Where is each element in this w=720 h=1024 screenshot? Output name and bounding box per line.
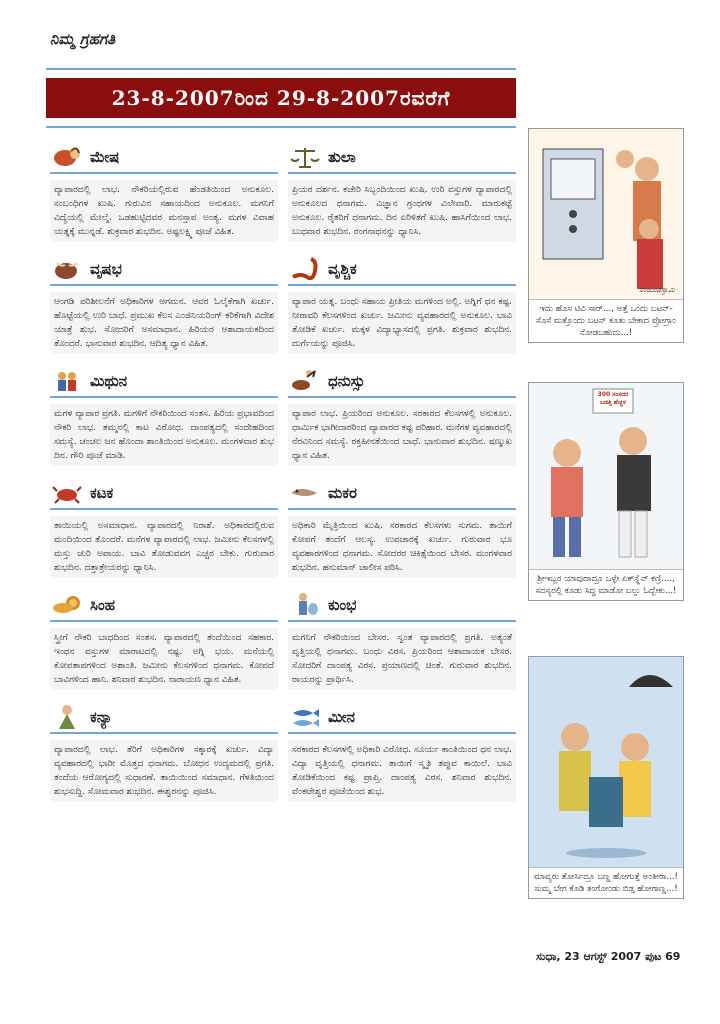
- sign-card: [288, 590, 516, 690]
- water-pot-icon: [288, 592, 322, 618]
- sign-text: ಮಗಳ ವ್ಯಾಪಾರ ಪ್ರಗತಿ. ಮಗಳಿಗೆ ನೌಕರಿಯಿಂದ ಸಂತಸ. ಹಿರಿಯ ಪ್ರಭಾವದಿಂದ ನೌಕರಿ ಲಾಭ. ತಮ್ಮನಲ್ಲಿ ಕಾಟ ವಿರೋಧ. ದಾಂಪತ್ಯದಲ್ಲಿ ಸಂದೇಹದಿಂದ ಸಮಸ್ಯೆ. ಚಂಚಲ ಜನ ಹೊಂದಾ ಶಾಂತಿಯಿಂದ ಅನುಕೂಲ. ಮಂಗಳವಾರ ಶುಭ ದಿನ. ಗೌರಿ ಪೂಜೆ ಮಾಡಿ.: [50, 404, 278, 466]
- sign-name: ಸಿಂಹ: [90, 596, 116, 614]
- date-banner: 23-8-2007ರಿಂದ 29-8-2007ರವರೆಗೆ: [46, 78, 516, 118]
- ram-icon: [50, 144, 84, 170]
- sign-text: ಸರಕಾರದ ಕೆಲಸಗಳಲ್ಲಿ ಅಧಿಕಾರಿ ವಿರೋಧ. ಸೂರ್ಯ ಕಾಂತಿಯಿಂದ ಧನ ಲಾಭ. ವಿದ್ಯಾ ವೃತ್ತಿಯಲ್ಲಿ ಧನಾಗಮ. ತಾಯಿಗೆ ಸ್ಮೃತಿ ತಪ್ಪುವ ಕಾಯಿಲೆ. ಬಾವಿ ತೋಡಿಕೆಯಿಂದ ಕಷ್ಟ ಪ್ರಾಪ್ತಿ. ದಾಂಪತ್ಯ ವಿರಸ. ಶನಿವಾರ ಶುಭದಿನ. ವೆಂಕಟೇಶ್ವರ ಪೂಜೆಯಿಂದ ಶುಭ.: [288, 740, 516, 802]
- maiden-icon: [50, 704, 84, 730]
- bull-icon: [50, 256, 84, 282]
- sign-name: ಕನ್ಯಾ: [90, 708, 113, 726]
- sign-name: ಮೇಷ: [90, 148, 120, 166]
- sign-name: ಕಟಕ: [90, 484, 114, 502]
- cartoon-caption: ಇದು ಹೊಸ ಟಿವಿ ಸಾರ್..., ಅತ್ತೆ ಒಂದು ಬಟನ್- ಸೊಸೆ ಮತ್ತೊಂದು ಬಟನ್ ಕೂತು ಬೇಕಾದ ಪ್ರೋಗ್ರಾಂ ನೋಡಬಹುದು...!: [529, 299, 683, 342]
- sign-card: [50, 590, 278, 690]
- sign-name: ವೃಷಭ: [90, 260, 122, 278]
- crocodile-icon: [288, 480, 322, 506]
- sign-name: ಮಕರ: [328, 484, 357, 502]
- sign-card: [50, 142, 278, 242]
- sign-card: [288, 366, 516, 466]
- sign-card: [50, 702, 278, 802]
- sign-text: ವ್ಯಾಪಾರ ಯತ್ನ. ಬಂಧು ಸಹಾಯ ಪ್ರೀತಿಯ ಮಗಳಿಂದ ಅಲ್ಲಿ. ಅಗ್ನಿಗೆ ಧನ ಕಷ್ಟ. ನೀರಾವರಿ ಕೆಲಸಗಳಿಂದ ಖರ್ಚು. ಜಮೀನು ವ್ಯವಹಾರದಲ್ಲಿ ಅನುಕೂಲ. ಬಾವಿ ತೋಡಿಕೆ ಖರ್ಚು. ಮಕ್ಕಳ ವಿದ್ಯಾಭ್ಯಾಸದಲ್ಲಿ ಪ್ರಗತಿ. ಶುಕ್ರವಾರ ಶುಭದಿನ. ದುರ್ಗೆಯನ್ನು ಪೂಜಿಸಿ.: [288, 292, 516, 354]
- cartoon-panel: [528, 656, 684, 899]
- sign-text: ತಾಯಿಯಲ್ಲಿ ಅಸಮಾಧಾನ. ವ್ಯಾಪಾರದಲ್ಲಿ ನಿರಾಶೆ. ಅಧಿಕಾರದಲ್ಲಿರುವ ಮಂದಿಯಿಂದ ತೊಂದರೆ. ಮನೆಗಳ ವ್ಯಾಪಾರದಲ್ಲಿ ಲಾಭ. ಜಮೀನು ಕೆಲಸಗಳಲ್ಲಿ ಮಸ್ತು ಚುರಿ ಅಪಾಯ. ಬಾವಿ ತೋಡುವವಗ ಎಚ್ಚರ ಬೇಕು. ಗುರುವಾರ ಶುಭದಿನ. ದತ್ತಾತ್ರೇಯರನ್ನು ಧ್ಯಾನಿಸಿ.: [50, 516, 278, 578]
- sign-card: [288, 142, 516, 242]
- umbrella-cartoon-illustration: [529, 657, 683, 867]
- cartoon-caption: ಶ್ರೀಇಬ್ಬರ ಯಾವುದಾದ್ರೂ ಒಳ್ಳೇ ಏಕ್‌ಸ್ಪ್ಲೆನ್ ಕಣ್ರಿ...., ಸದಸ್ಯರಲ್ಲಿ ಕೂಡು ಸಿದ್ಧ ಮಾಡೋ ಬಲ್ಲು ಓದ್ಬೇಕು...!: [529, 569, 683, 600]
- sign-text: ಆಂಗಡಿ ಪರಿಶೀಲನೆಗೆ ಅಧಿಕಾರಿಗಳ ಆಗಮನ. ಆವರ ಓಲೈಕೆಗಾಗಿ ಖರ್ಚು. ಹೊಟ್ಟೆಯಲ್ಲಿ ಉರಿ ಬಾಧೆ. ಪ್ರಮುಖ ಕೆಲಸ ಎಂಜಿನಿಯರಿಂಗ್ ಕರಿಕೆಗಾಗಿ ವಿದೇಶ ಯಾತ್ರೆ ಶುಭ. ಸೋದರಿಗೆ ಅಸಮಾಧಾನ. ಹಿರಿಯರ ಆಶಾದಾಯಕದಿಂದ ತೊಂದರೆ. ಭಾನುವಾರ ಶುಭದಿನ. ಆದಿತ್ಯ ಧ್ಯಾನ ವಿಹಿತ.: [50, 292, 278, 354]
- scales-icon: [288, 144, 322, 170]
- page-footer: ಸುಧಾ, 23 ಆಗಸ್ಟ್ 2007 ಪುಟ 69: [536, 950, 681, 963]
- scorpion-icon: [288, 256, 322, 282]
- left-column: [50, 142, 278, 814]
- sign-card: [288, 254, 516, 354]
- cartoon-caption: ಮಾವ್ಯರು ತೋರ್ಸಿದ್ರೂ ಬಣ್ಣ ಹೋಗುತ್ತೆ ಅಂತೀರಾ...! ಸುಮ್ಮ ಬೇಗ ಕೊಡಿ ತಂಗೋಂಡು ಬಿಡ್ತ ಹೋಗಾಣ್ಣ...!: [529, 867, 683, 898]
- sign-text: ಮಗನಿಗೆ ನೌಕರಿಯಿಂದ ಬೇಸರ. ಸ್ವಂತ ವ್ಯಾಪಾರದಲ್ಲಿ ಪ್ರಗತಿ. ಅತ್ಯಂತೆ ವೃತ್ತಿಯಲ್ಲಿ ಧನಾಗಮ. ಬಂಧು ವಿರಸ. ಪ್ರಿಯರಿಂದ ಆಶಾದಾಯಕ ಬೇಸರ. ಸೋದರಿಗೆ ದಾಂಪತ್ಯ ವಿರಸ. ಪ್ರಯಾಣದಲ್ಲಿ ಚಿಂತೆ. ಗುರುವಾರ ಶುಭದಿನ. ರಾಯರನ್ನು ಪ್ರಾರ್ಥಿಸಿ.: [288, 628, 516, 690]
- cartoon-drawing: [529, 383, 683, 569]
- cartoon-drawing: [529, 657, 683, 867]
- lion-icon: [50, 592, 84, 618]
- sign-name: ತುಲಾ: [328, 148, 356, 166]
- sign-card: [288, 478, 516, 578]
- sign-text: ವ್ಯಾಪಾರ ಲಾಭ. ಪ್ರಿಯರಿಂದ ಅನುಕೂಲ. ಸರಕಾರದ ಕೆಲಸಗಳಲ್ಲಿ ಅನುಕೂಲ. ಧಾರ್ಮಿಕ ಭಾಗೀದಾರರಿಂದ ವ್ಯಾಪಾರದ ಕಷ್ಟ ಪರಿಹಾರ. ಮನೆಗಳ ವ್ಯವಹಾರದಲ್ಲಿ ನೆರವಿನಿಂದ ಸಮಸ್ಯೆ. ರಕ್ತಹೀನತೆಯಿಂದ ಬಾಧೆ. ಭಾನುವಾರ ಶುಭದಿನ. ಷಣ್ಮುಖ ಧ್ಯಾನ ವಿಹಿತ.: [288, 404, 516, 466]
- sign-text: ಪ್ರಿಯರ ದರ್ಶನ. ಕಚೇರಿ ಸಿಬ್ಬಂದಿಯಿಂದ ಖುಷಿ. ಉರಿ ವಸ್ತುಗಳ ವ್ಯಾಪಾರದಲ್ಲಿ ಅನುಕೂಲದ ಧನಾಗಮ. ವಿಜ್ಞಾನ ಗ್ರಂಥಗಳ ವಿಲೇವಾರಿ. ಮಾರುಕಟ್ಟೆ ಅನುಕೂಲ. ರೈತರಿಗೆ ಧನಾಗಮ. ದಿನ ಏರಿಳಿತಗೆ ಖುಷಿ. ಹಾಸಿಗೆಯಿಂದ ಲಾಭ. ಬುಧವಾರ ಶುಭದಿನ. ರಂಗನಾಥನನ್ನು ಧ್ಯಾನಿಸಿ.: [288, 180, 516, 242]
- sign-name: ಧನುಸ್ಸು: [328, 372, 365, 390]
- crab-icon: [50, 480, 84, 506]
- sign-text: ಸ್ತ್ರೀಗೆ ನೌಕರಿ ಬಾಧದಿಂದ ಸಂತಸ. ವ್ಯಾಪಾರದಲ್ಲಿ ತಂದೆಯಿಂದ ಸಹಕಾರ. ಇಂಧನ ವಸ್ತುಗಳ ಮಾರಾಟದಲ್ಲಿ ನಷ್ಟ. ಅಗ್ನಿ ಭಯ. ಮನೆಯಲ್ಲಿ ಕೋಪತಾಪಗಳಿಂದ ಅಶಾಂತಿ. ಜಮೀನು ಕೆಲಸಗಳಿಂದ ಧನಾಗಮ. ಕೋಪದೆ ಬಾವಿಗಳಿಂದ ಹಾನಿ. ಶನಿವಾರ ಶುಭದಿನ. ನಾರಾಯಣ ಧ್ಯಾನ ವಿಹಿತ.: [50, 628, 278, 690]
- cartoon-panel: [528, 382, 684, 601]
- top-rule: [46, 68, 516, 70]
- archer-icon: [288, 368, 322, 394]
- sign-text: ವ್ಯಾಪಾರದಲ್ಲಿ ಲಾಭ. ನೌಕರಿಯಲ್ಲಿರುವ ಹೆಂಡತಿಯಿಂದ ಅನುಕೂಲ. ಸಂಬಂಧಿಗಳ ಖುಷಿ. ಗುರುವಿನ ಸಹಾಯದಿಂದ ಅನುಕೂಲ. ಮಗನಿಗೆ ವಿದ್ಯೆಯಲ್ಲಿ ಮೇಲ್ಮೆ. ಒಡಹುಟ್ಟಿದವರ ಮನಸ್ತಾಪ ಅಂತ್ಯ. ಮಗಳ ವಿವಾಹ ಯತ್ನಕ್ಕೆ ಮುನ್ನಡೆ. ಶುಕ್ರವಾರ ಶುಭದಿನ. ಅಷ್ಟಲಕ್ಷ್ಮಿ ಪೂಜೆ ವಿಹಿತ.: [50, 180, 278, 242]
- fish-icon: [288, 704, 322, 730]
- tv-cartoon-illustration: [529, 129, 683, 299]
- banner-rule: [46, 126, 516, 128]
- sign-name: ಕುಂಭ: [328, 596, 357, 614]
- cartoonist-signature: ನಂಜುಂಡಸ್ವಾಮಿ: [639, 286, 675, 294]
- page-header: ನಿಮ್ಮ ಗ್ರಹಗತಿ: [50, 30, 116, 48]
- cartoon-sign-text: 300 ಸಂಸದರ ಬಡತ್ತಿ ಹೆಚ್ಚಳ: [597, 391, 629, 406]
- cartoon-panel: [528, 128, 684, 343]
- right-column: [288, 142, 516, 814]
- cartoon-drawing: [529, 129, 683, 299]
- sign-name: ಮೀನ: [328, 708, 356, 726]
- sign-text: ವ್ಯಾಪಾರದಲ್ಲಿ ಲಾಭ. ತೆರಿಗೆ ಅಧಿಕಾರಿಗಳ ಸಕ್ಕಾರಕ್ಕೆ ಖರ್ಚು. ವಿದ್ಯಾ ವ್ಯವಹಾರದಲ್ಲಿ ಭಾರೀ ಮೊತ್ತದ ಧನಾಗಮ. ಬೋಧನ ಉದ್ಯಮದಲ್ಲಿ ಪ್ರಗತಿ. ತಂದೆಯ ಆರೋಗ್ಯದಲ್ಲಿ ಸುಧಾರಣೆ. ತಾಯಿಯಿಂದ ಸಮಾಧಾನ. ಗೆಳತಿಯಿಂದ ಶುಭಸುದ್ದಿ. ಸೋಮವಾರ ಶುಭದಿನ. ಈಶ್ವರನನ್ನು ಪೂಜಿಸಿ.: [50, 740, 278, 802]
- sign-card: [288, 702, 516, 802]
- sign-card: [50, 478, 278, 578]
- sign-name: ವೃಶ್ಚಿಕ: [328, 260, 357, 278]
- twins-icon: [50, 368, 84, 394]
- sign-name: ಮಿಥುನ: [90, 372, 128, 390]
- politician-cartoon-illustration: [529, 383, 683, 569]
- sign-card: [50, 254, 278, 354]
- sign-card: [50, 366, 278, 466]
- sign-text: ಅಧಿಕಾರಿ ಮೈತ್ರಿಯಿಂದ ಖುಷಿ. ಸರಕಾರದ ಕೆಲಸಗಳು ಸುಗಮ. ತಾಯಿಗೆ ಕೋಪಗೆ ತಂದೆಗೆ ಆಲಸ್ಯ. ಉಪಚಾರಕ್ಕೆ ಖರ್ಚು. ಗುರುವಾರ ಭೂ ವ್ಯವಹಾರಗಳಿಂದ ಧನಾಗಮ. ಸೋದರರ ಚಿಕಿತ್ಸೆಯಿಂದ ಬೇಸರ. ಮಂಗಳವಾರ ಶುಭದಿನ. ಹನುಮಾನ್ ಚಾಲೀಸ ಪಠಿಸಿ.: [288, 516, 516, 578]
